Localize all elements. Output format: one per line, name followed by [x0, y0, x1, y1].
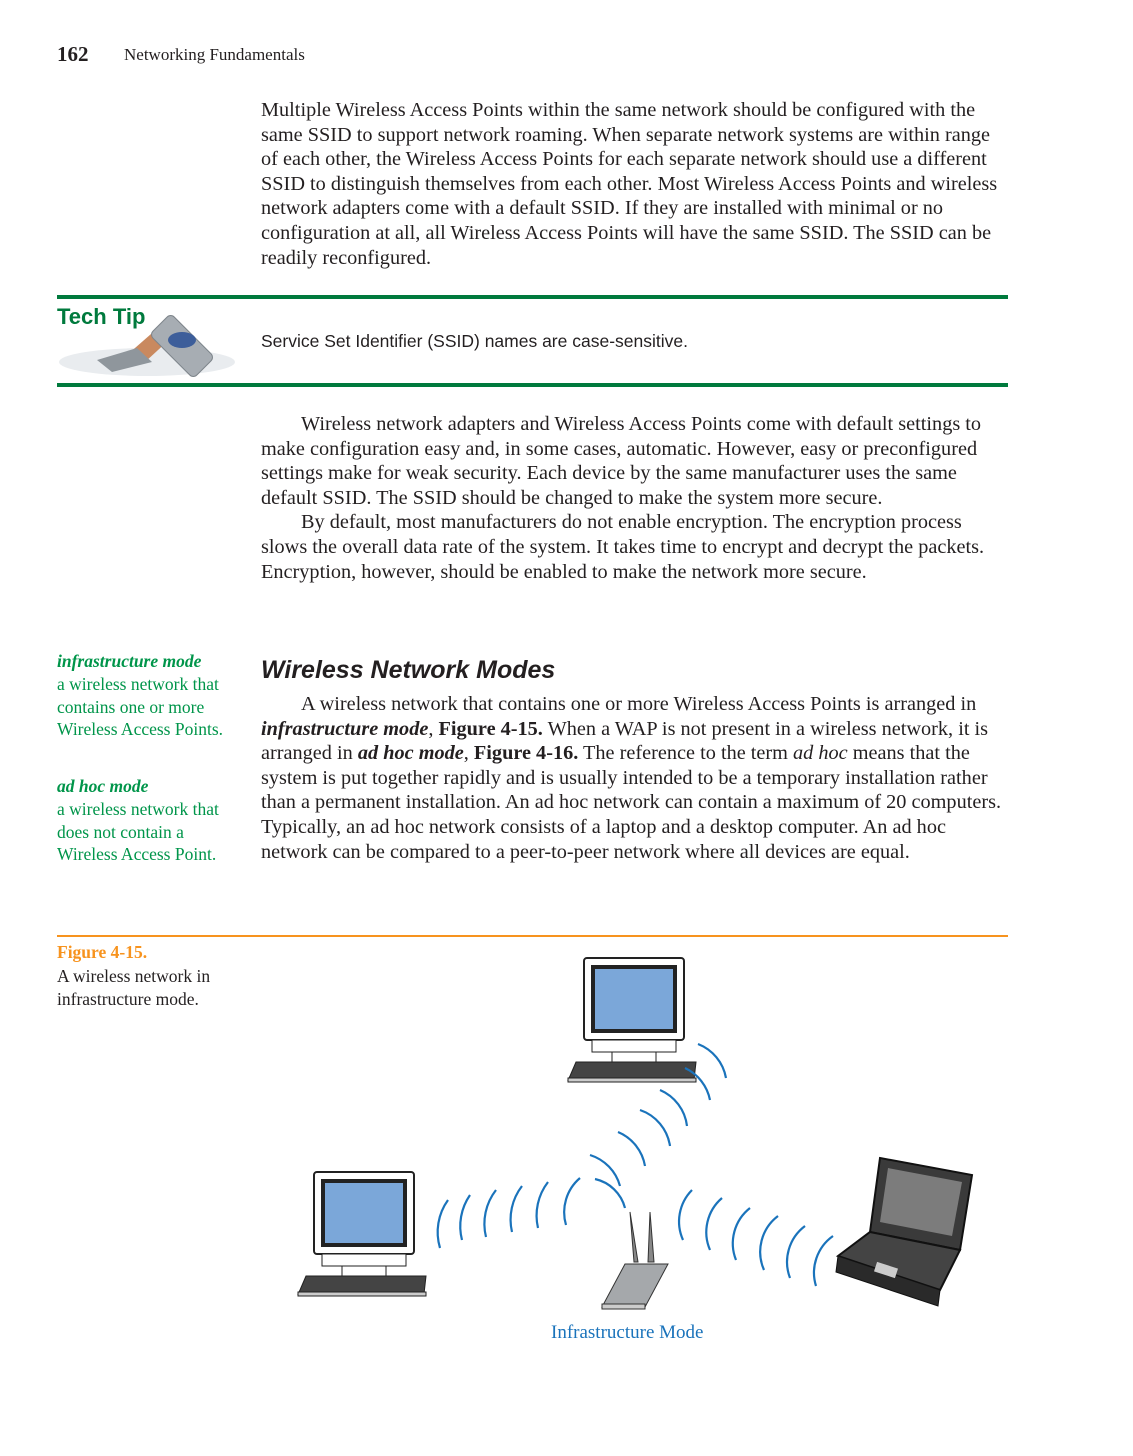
term-infrastructure-mode: infrastructure mode	[261, 717, 429, 740]
glossary-term: ad hoc mode	[57, 776, 149, 796]
infrastructure-diagram	[290, 950, 990, 1320]
page-number: 162	[57, 42, 89, 66]
text: means that the system is put together rapidly and is usually intended to be a temporary installation rather than a permanent installation. An ad hoc network can contain a maximum of 20 computers. Typically, an ad hoc network consists of a laptop and a desktop computer. An ad hoc network can be compared to a peer-to-peer network where all devices are equal.	[261, 742, 1002, 863]
text: ,	[428, 717, 439, 740]
glossary-definition: a wireless network that contains one or more Wireless Access Points.	[57, 673, 224, 740]
term-ad-hoc: ad hoc	[793, 742, 848, 765]
figure-label: Figure 4-15.	[57, 942, 148, 962]
desktop-computer-icon	[298, 1172, 426, 1296]
running-head: Networking Fundamentals	[124, 45, 305, 64]
glossary-term: infrastructure mode	[57, 651, 202, 671]
intro-section	[261, 98, 1009, 270]
tech-tip-top-rule	[57, 295, 1008, 299]
text: The reference to the term	[578, 742, 794, 765]
paragraph-encryption: By default, most manufacturers do not enable encryption. The encryption process slows the overall data rate of the system. It takes time to encrypt and decrypt the packets. Encryption, however, should be enabled to make the network more secure.	[261, 511, 985, 583]
tech-tip-title: Tech Tip	[57, 304, 146, 329]
desktop-computer-icon	[568, 958, 696, 1082]
modes-section	[261, 692, 1009, 864]
figure-reference[interactable]: Figure 4-15.	[438, 717, 543, 740]
wireless-access-point-icon	[602, 1212, 668, 1309]
figure-title: Infrastructure Mode	[551, 1322, 704, 1343]
tech-tip-text: Service Set Identifier (SSID) names are case-sensitive.	[261, 331, 688, 351]
laptop-icon	[836, 1158, 972, 1306]
text: When a WAP is not present in a wireless network, it is arranged in	[261, 717, 989, 765]
figure-rule	[57, 935, 1008, 937]
intro-paragraph: Multiple Wireless Access Points within the same network should be configured with the same SSID to support network roaming. When separate network systems are within range of each other, the Wireless Access Points for each separate network should use a different SSID to distinguish themselves from each other. Most Wireless Access Points and wireless network adapters come with a default SSID. If they are installed with minimal or no configuration at all, all Wireless Access Points will have the same SSID. The SSID can be readily reconfigured.	[261, 99, 998, 269]
paragraph-modes	[261, 692, 1009, 864]
figure-reference[interactable]: Figure 4-16.	[473, 742, 579, 765]
term-ad-hoc-mode: ad hoc mode	[357, 742, 464, 765]
tech-tip-bottom-rule	[57, 383, 1008, 387]
glossary-definition: a wireless network that does not contain a Wireless Access Point.	[57, 798, 219, 865]
text: ,	[463, 742, 474, 765]
glossary-infrastructure	[57, 650, 242, 741]
text: A wireless network that contains one or more Wireless Access Points is arranged in	[301, 693, 977, 715]
glossary-ad-hoc	[57, 775, 242, 866]
figure-caption: A wireless network in infrastructure mode.	[57, 966, 211, 1009]
section-heading: Wireless Network Modes	[261, 656, 556, 684]
paragraph-defaults: Wireless network adapters and Wireless Access Points come with default settings to make configuration easy and, in some cases, automatic. However, easy or preconfigured settings make for weak security. Each device by the same manufacturer uses the same default SSID. The SSID should be changed to make the system more secure.	[261, 413, 982, 509]
body-section	[261, 412, 1009, 584]
